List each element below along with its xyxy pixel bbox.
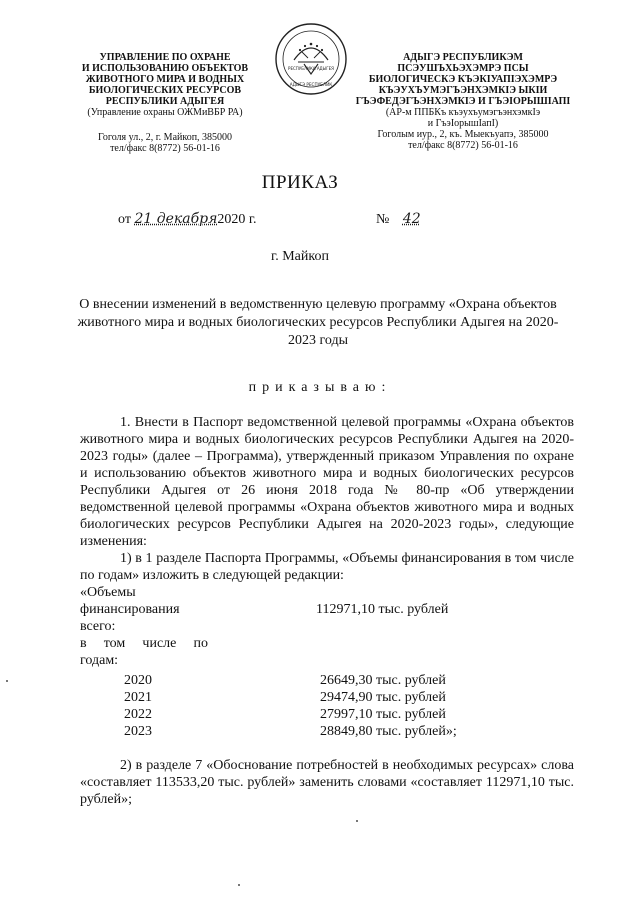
header-left-line5: РЕСПУБЛИКИ АДЫГЕЯ	[105, 96, 225, 107]
header-right-line3: БИОЛОГИЧЕСКЭ КЪЭКІУАПІЭХЭМРЭ	[368, 74, 558, 85]
seal-bottom-label: АДЫГЭ РЕСПУБЛИК	[289, 82, 333, 87]
header-right-line4: КЪЭУХЪУМЭГЪЭНХЭМКІЭ ЫКІИ	[378, 85, 548, 96]
emblem-seal	[274, 22, 348, 96]
date-prefix: от	[118, 212, 131, 227]
header-right-abbr1: (АР-м ППБКъ къэухъумэгъэнхэмкІэ	[385, 107, 541, 118]
financing-amount: 29474,90 тыс. рублей	[320, 690, 446, 705]
financing-label-word-4: по	[193, 636, 208, 651]
number-line	[376, 211, 421, 228]
financing-label-5: годам:	[80, 653, 119, 668]
document-title: ПРИКАЗ	[261, 172, 339, 193]
header-right-line2: ПСЭУШЪХЬЭХЭМРЭ ПСЫ	[397, 63, 529, 74]
header-left	[60, 52, 270, 154]
financing-label-1: «Объемы	[80, 585, 136, 600]
financing-year: 2021	[124, 690, 152, 705]
financing-total: 112971,10 тыс. рублей	[316, 602, 449, 617]
subparagraph-1: 1) в 1 разделе Паспорта Программы, «Объемы финансирования в том числе по годам» изложить в следующей редакции:	[80, 551, 574, 583]
scan-speck	[238, 884, 240, 886]
number-symbol: №	[376, 212, 390, 227]
order-subject: О внесении изменений в ведомственную целевую программу «Охрана объектов животного мира и водных биологических ресурсов Республики Адыгея на 2020-2023 годы	[77, 297, 559, 348]
order-word: приказываю:	[248, 380, 392, 395]
header-right-phone: тел/факс 8(8772) 56-01-16	[408, 140, 518, 151]
financing-amount: 28849,80 тыс. рублей»;	[320, 724, 457, 739]
header-left-line4: БИОЛОГИЧЕСКИХ РЕСУРСОВ	[88, 85, 242, 96]
city: г. Майкоп	[271, 249, 329, 264]
header-left-address: Гоголя ул., 2, г. Майкоп, 385000	[97, 132, 233, 143]
financing-year: 2023	[124, 724, 152, 739]
header-left-line2: И ИСПОЛЬЗОВАНИЮ ОБЪЕКТОВ	[81, 63, 249, 74]
financing-label-3: всего:	[80, 619, 116, 634]
seal-inner-label: РЕСПУБЛИКА АДЫГЕЯ	[288, 66, 334, 71]
financing-year: 2022	[124, 707, 152, 722]
financing-amount: 26649,30 тыс. рублей	[320, 673, 446, 688]
header-right-line1: АДЫГЭ РЕСПУБЛИКЭМ	[403, 52, 523, 63]
header-left-abbr: (Управление охраны ОЖМиВБР РА)	[87, 107, 243, 118]
financing-label-word-2: том	[103, 636, 126, 651]
header-right-abbr2: и ГъэІорышІапІ)	[427, 118, 499, 129]
number-handwritten: 42	[402, 211, 421, 227]
header-right-address: Гоголым иур., 2, къ. Мыекъуапэ, 385000	[377, 129, 549, 140]
financing-year: 2020	[124, 673, 152, 688]
date-line	[118, 211, 257, 228]
financing-label-word-1: в	[80, 636, 87, 651]
financing-label-4	[80, 635, 208, 652]
paragraph-1: 1. Внести в Паспорт ведомственной целевой программы «Охрана объектов животного мира и водных биологических ресурсов Республики Адыгея на 2020-2023 годы» (далее – Программа), утвержденный приказом Управления по охране и использованию объектов животного мира и водных биологических ресурсов Республики Адыгея от 26 июня 2018 года № 80-пр «Об утверждении ведомственной целевой программы «Охрана объектов животного мира и водных биологических ресурсов Республики Адыгея на 2020-2023 годы», следующие изменения:	[80, 415, 574, 549]
scan-speck	[356, 820, 358, 822]
date-handwritten: 21 декабря	[134, 211, 218, 227]
header-right-line5: ГЪЭФЕДЭГЪЭНХЭМКІЭ И ГЪЭІОРЫШІАПІ	[355, 96, 571, 107]
header-left-line1: УПРАВЛЕНИЕ ПО ОХРАНЕ	[99, 52, 231, 63]
header-left-phone: тел/факс 8(8772) 56-01-16	[110, 143, 220, 154]
date-suffix: 2020 г.	[217, 212, 257, 227]
header-right	[352, 52, 574, 151]
financing-label-word-3: числе	[142, 636, 177, 651]
financing-label-2: финансирования	[80, 602, 180, 617]
subparagraph-2: 2) в разделе 7 «Обоснование потребностей в необходимых ресурсах» слова «составляет 113533,20 тыс. рублей» заменить словами «составляет 112971,10 тыс. рублей»;	[80, 758, 574, 807]
scan-speck	[6, 680, 8, 682]
financing-amount: 27997,10 тыс. рублей	[320, 707, 446, 722]
header-left-line3: ЖИВОТНОГО МИРА И ВОДНЫХ	[85, 74, 245, 85]
